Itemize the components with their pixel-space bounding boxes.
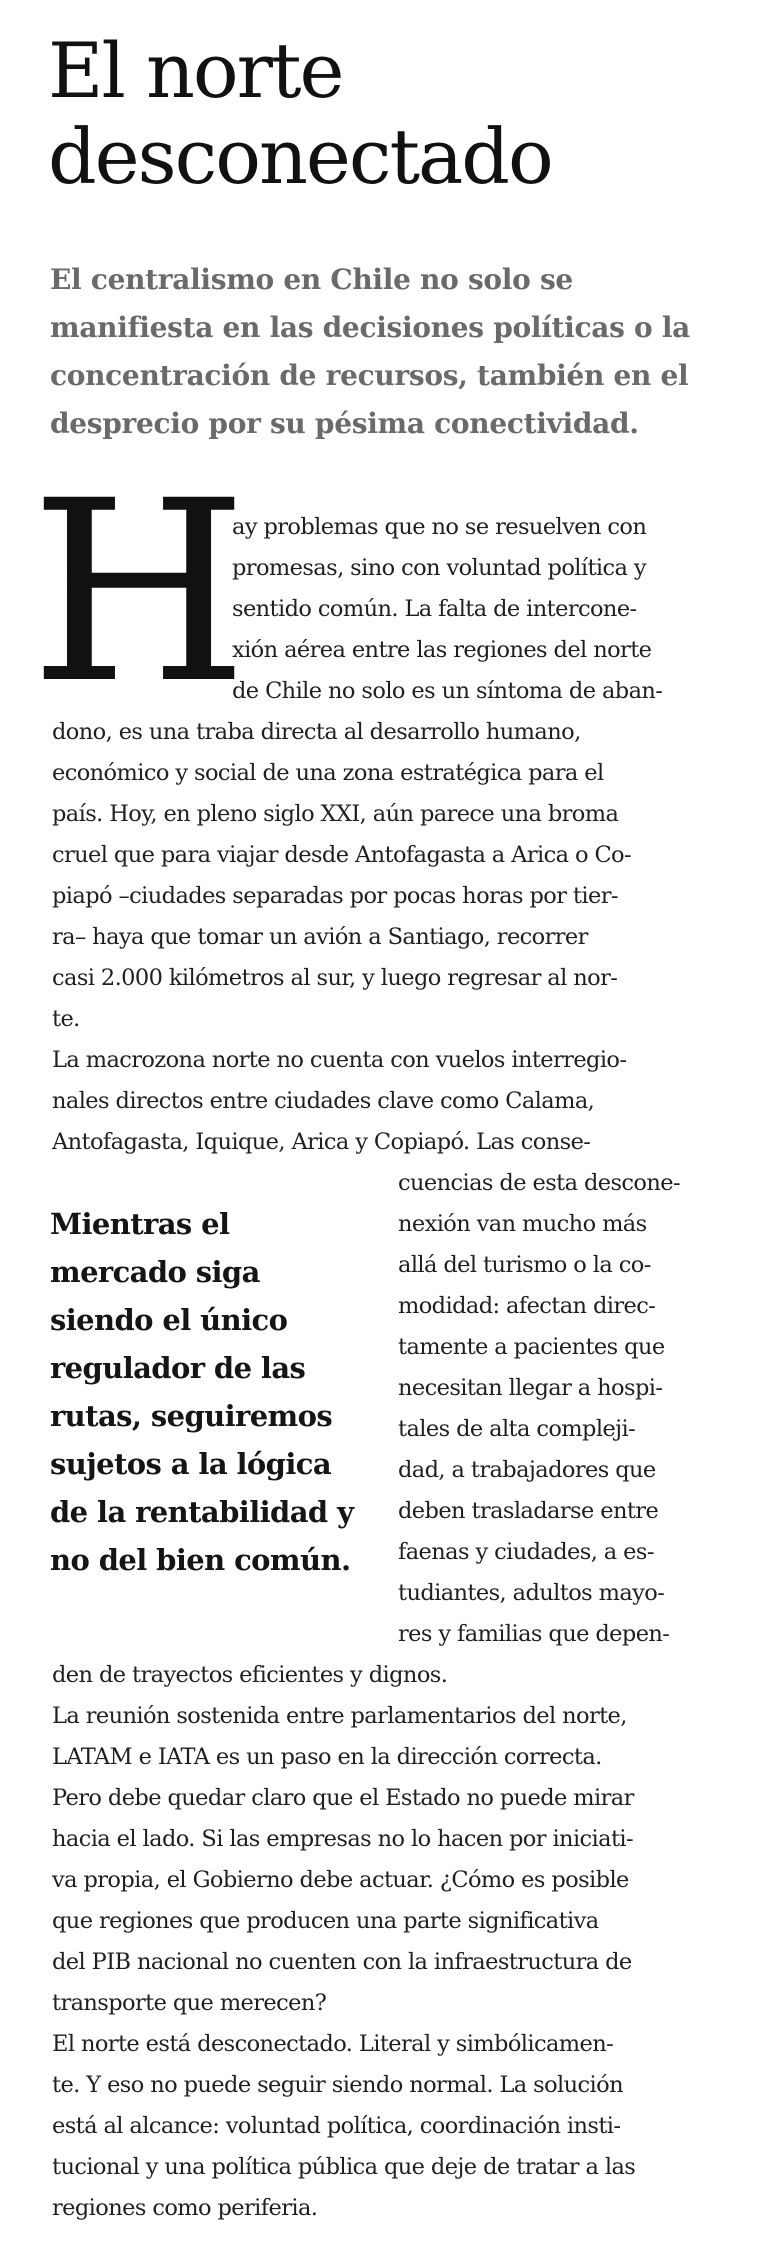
body-line: Antofagasta, Iquique, Arica y Copiapó. Las conse- [52,1129,591,1155]
title-line: El norte [48,26,343,115]
body-line: El norte está desconectado. Literal y simbólicamen- [52,2031,614,2057]
body-line: Pero debe quedar claro que el Estado no puede mirar [52,1785,634,1811]
pull-quote-line: rutas, seguiremos [50,1399,333,1433]
body-line: cruel que para viajar desde Antofagasta a Arica o Co- [52,842,632,868]
drop-cap: H [30,447,249,738]
body-line: va propia, el Gobierno debe actuar. ¿Cómo es posible [52,1867,629,1893]
pull-quote [50,1200,390,1584]
body-line: La reunión sostenida entre parlamentarios del norte, [52,1703,627,1729]
body-line: dad, a trabajadores que [398,1457,656,1483]
body-line: dono, es una traba directa al desarrollo humano, [52,719,581,745]
body-line: tamente a pacientes que [398,1334,665,1360]
body-line: La macrozona norte no cuenta con vuelos interregio- [52,1047,627,1073]
body-line: tales de alta compleji- [398,1416,636,1442]
body-line: nales directos entre ciudades clave como Calama, [52,1088,595,1114]
body-line: ra– haya que tomar un avión a Santiago, recorrer [52,924,588,950]
body-line: regiones como periferia. [52,2195,318,2221]
body-line: del PIB nacional no cuenten con la infraestructura de [52,1949,632,1975]
article-title [48,28,748,200]
body-line: país. Hoy, en pleno siglo XXI, aún parece una broma [52,801,619,827]
subtitle-line: manifiesta en las decisiones políticas o la [50,311,691,344]
body-line: deben trasladarse entre [398,1498,659,1524]
subtitle-line: desprecio por su pésima conectividad. [50,407,639,440]
pull-quote-line: Mientras el [50,1207,230,1241]
body-line: hacia el lado. Si las empresas no lo hacen por iniciati- [52,1826,633,1852]
pull-quote-line: no del bien común. [50,1543,351,1577]
body-line: res y familias que depen- [398,1621,670,1647]
body-line: te. [52,1006,80,1032]
body-line: faenas y ciudades, a es- [398,1539,654,1565]
body-line: promesas, sino con voluntad política y [232,555,646,581]
pull-quote-line: sujetos a la lógica [50,1447,332,1481]
pull-quote-line: mercado siga [50,1255,260,1289]
body-line: cuencias de esta descone- [398,1170,680,1196]
body-line: tudiantes, adultos mayo- [398,1580,665,1606]
pull-quote-line: siendo el único [50,1303,288,1337]
body-line: económico y social de una zona estratégica para el [52,760,604,786]
body-line: de Chile no solo es un síntoma de aban- [232,678,663,704]
body-line: ay problemas que no se resuelven con [232,514,647,540]
body-line: casi 2.000 kilómetros al sur, y luego regresar al nor- [52,965,618,991]
body-line: piapó –ciudades separadas por pocas horas por tier- [52,883,618,909]
body-line: transporte que merecen? [52,1990,327,2016]
pull-quote-line: regulador de las [50,1351,306,1385]
subtitle-line: El centralismo en Chile no solo se [50,263,573,296]
body-line: modidad: afectan direc- [398,1293,656,1319]
article-subtitle [50,256,750,448]
body-line: den de trayectos eficientes y dignos. [52,1662,448,1688]
body-line: necesitan llegar a hospi- [398,1375,663,1401]
pull-quote-line: de la rentabilidad y [50,1495,354,1529]
title-line: desconectado [48,112,552,201]
body-line: xión aérea entre las regiones del norte [232,637,652,663]
subtitle-line: concentración de recursos, también en el [50,359,689,392]
body-line: sentido común. La falta de intercone- [232,596,637,622]
body-line: LATAM e IATA es un paso en la dirección correcta. [52,1744,602,1770]
body-line: nexión van mucho más [398,1211,647,1237]
body-line: allá del turismo o la co- [398,1252,651,1278]
body-line: está al alcance: voluntad política, coordinación insti- [52,2113,621,2139]
body-line: que regiones que producen una parte significativa [52,1908,599,1934]
body-line: tucional y una política pública que deje de tratar a las [52,2154,636,2180]
body-line: te. Y eso no puede seguir siendo normal. La solución [52,2072,623,2098]
